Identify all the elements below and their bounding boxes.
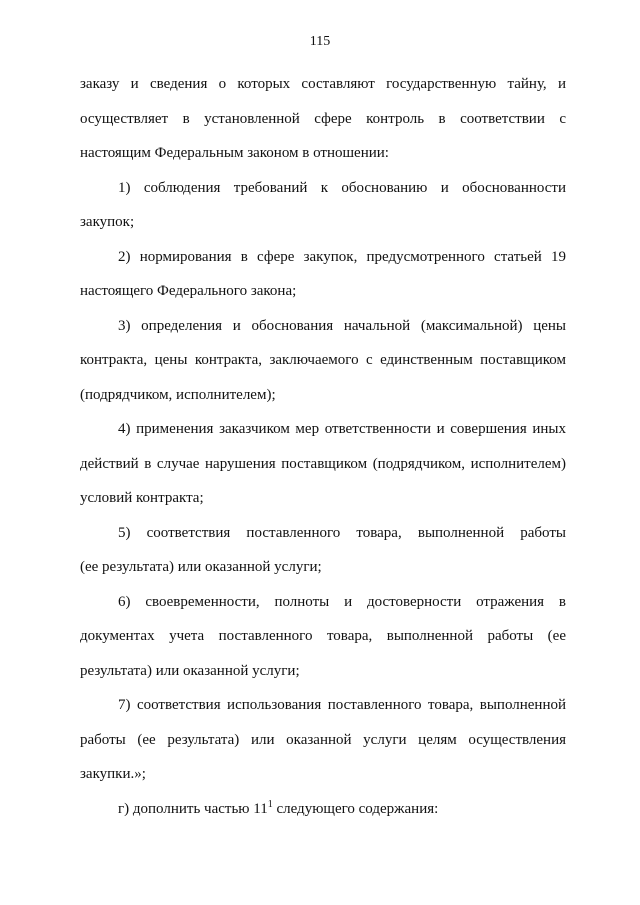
list-item-6 [80,585,566,689]
list-item-3 [80,309,566,413]
text-line: действий в случае нарушения поставщиком (подрядчиком, исполнителем) [80,455,566,472]
amendment-text-end: следующего содержания: [272,800,439,817]
list-item-5 [80,516,566,585]
text-line: 7) соответствия использования поставленного товара, выполненной [118,697,566,713]
list-item-2 [80,240,566,309]
text-line: осуществляет в установленной сфере контроль в соответствии с [80,110,566,127]
text-line: 2) нормирования в сфере закупок, предусмотренного статьей 19 [118,248,566,265]
text-line: 5) соответствия поставленного товара, выполненной работы [118,524,566,541]
amendment-paragraph [80,792,566,827]
text-line: условий контракта; [80,490,204,506]
list-item-4 [80,412,566,516]
text-line: (подрядчиком, исполнителем); [80,386,276,403]
page-number: 115 [309,34,331,49]
text-line: (ее результата) или оказанной услуги; [80,559,322,575]
amendment-text-start: г) дополнить частью 11 [118,800,268,817]
paragraph-continuation [80,67,566,171]
text-line: документах учета поставленного товара, выполненной работы (ее [80,628,566,644]
list-item-7 [80,688,566,792]
list-item-1 [80,171,566,240]
text-line: 6) своевременности, полноты и достоверности отражения в [118,593,566,610]
text-line: закупки.»; [80,766,146,782]
document-body [80,67,566,826]
text-line: заказу и сведения о которых составляют государственную тайну, и [80,76,566,92]
text-line: 1) соблюдения требований к обоснованию и обоснованности [118,179,566,196]
text-line: настоящим Федеральным законом в отношении: [80,145,389,161]
text-line: закупок; [80,214,135,230]
text-line: работы (ее результата) или оказанной услуги целям осуществления [80,731,566,748]
text-line [80,792,566,827]
text-line: 4) применения заказчиком мер ответственности и совершения иных [118,421,566,437]
text-line: контракта, цены контракта, заключаемого с единственным поставщиком [80,352,566,368]
text-line: результата) или оказанной услуги; [80,662,300,679]
superscript-number: 1 [267,798,273,810]
text-line: 3) определения и обоснования начальной (максимальной) цены [118,317,566,334]
text-line: настоящего Федерального закона; [80,283,297,299]
